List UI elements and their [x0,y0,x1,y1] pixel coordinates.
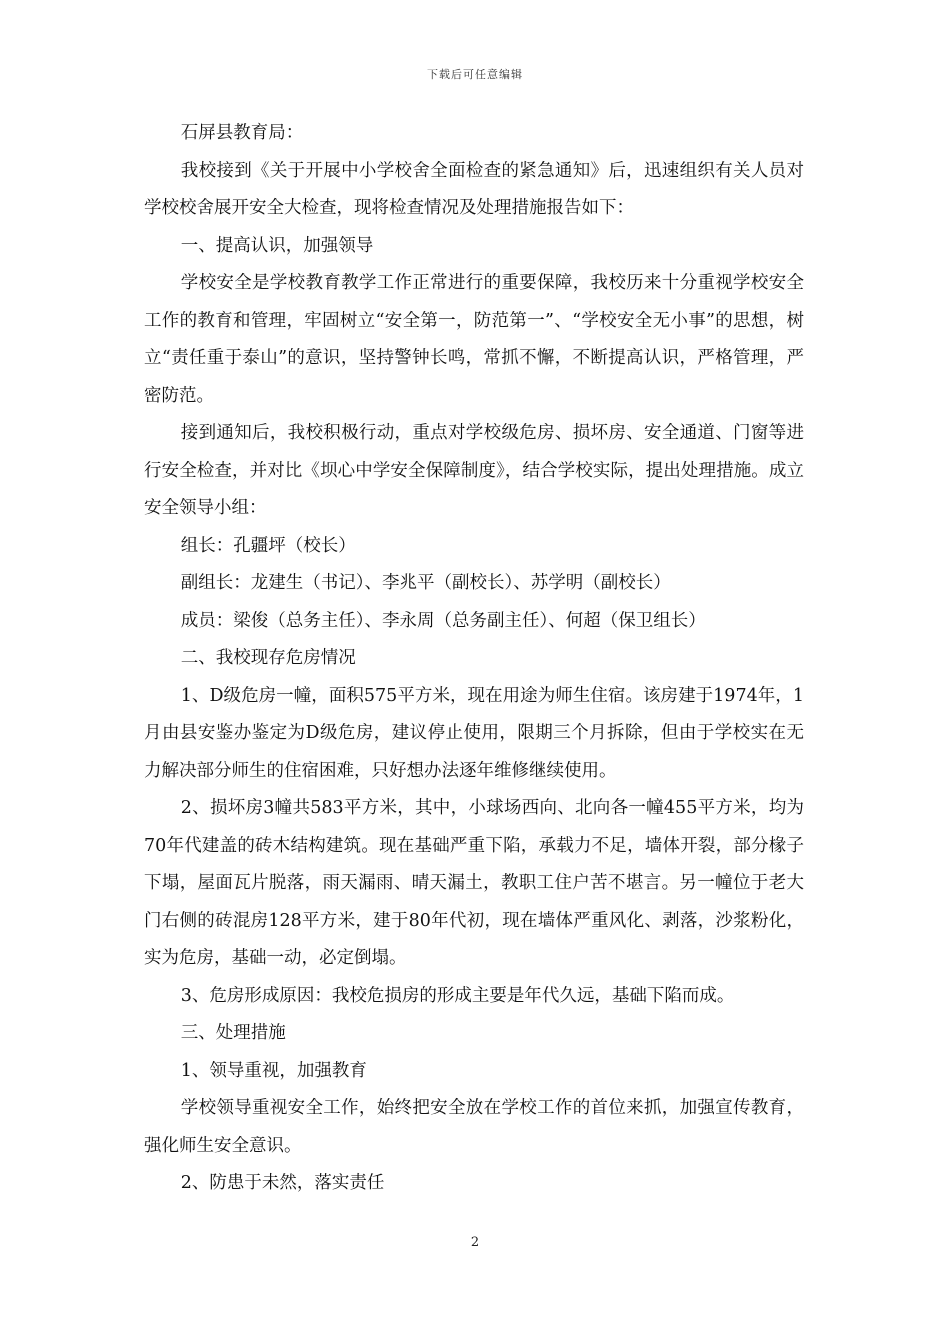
document-body [144,115,804,1203]
section-heading-1: 一、提高认识，加强领导 [180,235,374,256]
paragraph: 3、危房形成原因：我校危损房的形成主要是年代久远，基础下陷而成。 [180,985,735,1006]
subheading: 2、防患于未然，落实责任 [180,1173,385,1193]
paragraph: 1、D级危房一幢，面积575平方米，现在用途为师生住宿。该房建于1974年，1月由县安鉴办鉴定为D级危房，建议停止使用，限期三个月拆除，但由于学校实在无力解决部分师生的住宿困难，只好想办法逐年维修继续使用。 [144,685,804,781]
page-number: 2 [470,1235,480,1250]
paragraph: 学校安全是学校教育教学工作正常进行的重要保障，我校历来十分重视学校安全工作的教育和管理，牢固树立“安全第一，防范第一”、“学校安全无小事”的思想，树立“责任重于泰山”的意识，坚持警钟长鸣，常抓不懈，不断提高认识，严格管理，严密防范。 [144,273,804,406]
section-heading-2: 二、我校现存危房情况 [180,648,356,668]
paragraph: 接到通知后，我校积极行动，重点对学校级危房、损坏房、安全通道、门窗等进行安全检查，并对比《坝心中学安全保障制度》，结合学校实际，提出处理措施。成立安全领导小组： [144,423,804,518]
paragraph: 学校领导重视安全工作，始终把安全放在学校工作的首位来抓，加强宣传教育，强化师生安全意识。 [144,1098,804,1156]
members-line: 成员：梁俊（总务主任）、李永周（总务副主任）、何超（保卫组长） [180,610,706,631]
paragraph: 2、损坏房3幢共583平方米，其中，小球场西向、北向各一幢455平方米，均为70年代建盖的砖木结构建筑。现在基础严重下陷，承载力不足，墙体开裂，部分椽子下塌，屋面瓦片脱落，雨天漏雨、晴天漏土，教职工住户苦不堪言。另一幢位于老大门右侧的砖混房128平方米，建于80年代初，现在墙体严重风化、剥落，沙浆粉化，实为危房，基础一动，必定倒塌。 [144,798,804,968]
page-header: 下载后可任意编辑 [427,68,523,81]
subheading: 1、领导重视，加强教育 [180,1060,367,1081]
group-leader-line: 组长：孔疆坪（校长） [180,535,356,556]
section-heading-3: 三、处理措施 [180,1023,286,1043]
paragraph-intro: 我校接到《关于开展中小学校舍全面检查的紧急通知》后，迅速组织有关人员对学校校舍展开安全大检查，现将检查情况及处理措施报告如下： [144,160,804,218]
deputy-leader-line: 副组长：龙建生（书记）、李兆平（副校长）、苏学明（副校长） [180,573,671,593]
addressee: 石屏县教育局： [180,123,304,143]
